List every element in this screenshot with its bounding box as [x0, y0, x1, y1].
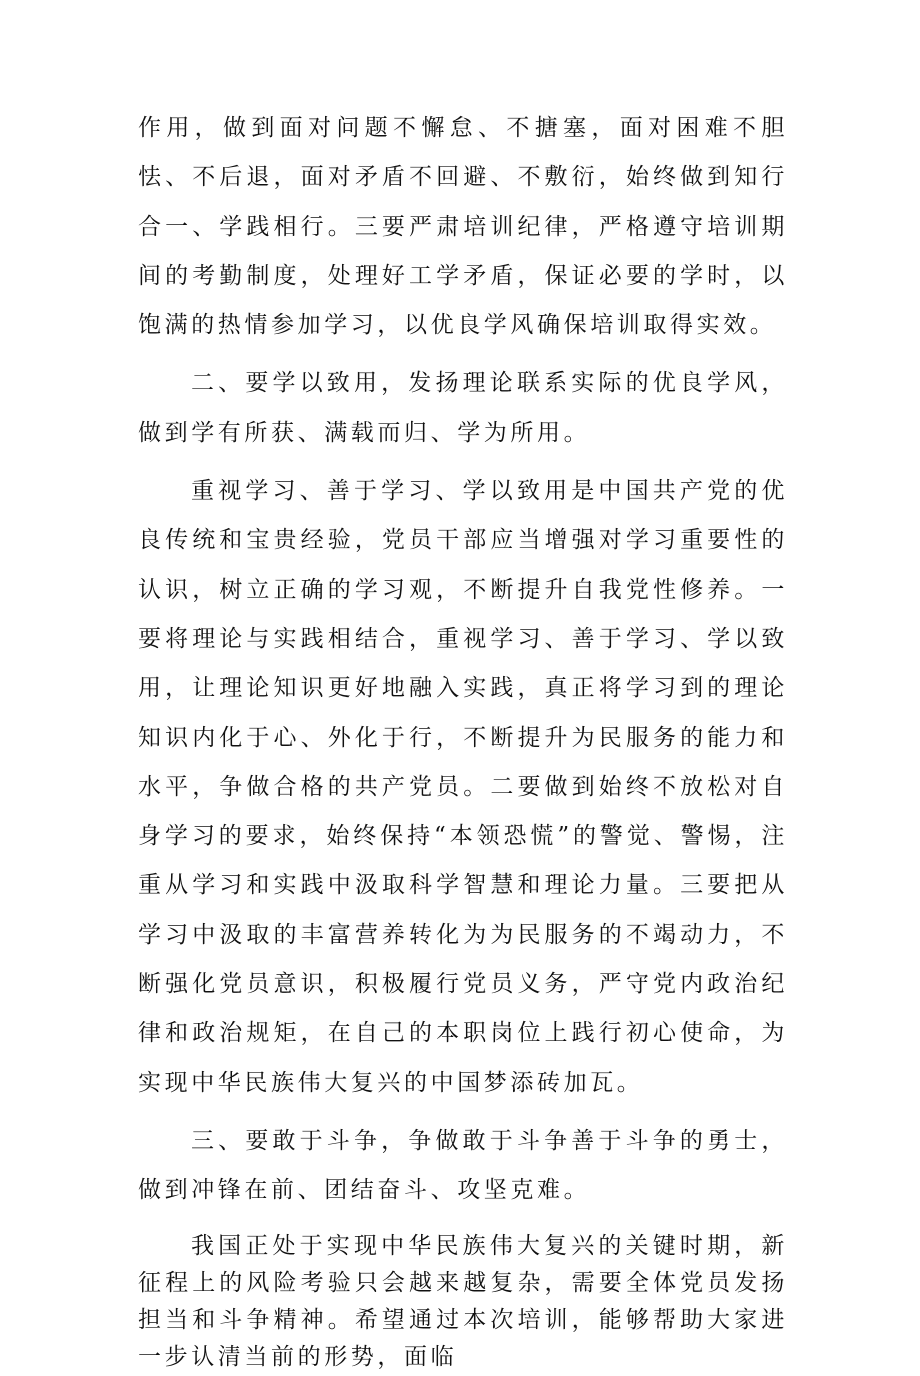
paragraph-study-application: 重视学习、善于学习、学以致用是中国共产党的优良传统和宝贵经验，党员干部应当增强对学习重要性的认识，树立正确的学习观，不断提升自我党性修养。一要将理论与实践相结合，重视学习、善于学习、学以致用，让理论知识更好地融入实践，真正将学习到的理论知识内化于心、外化于行，不断提升为民服务的能力和水平，争做合格的共产党员。二要做到始终不放松对自身学习的要求，始终保持“本领恐慌”的警觉、警惕，注重从学习和实践中汲取科学智慧和理论力量。三要把从学习中汲取的丰富营养转化为为民服务的不竭动力，不断强化党员意识，积极履行党员义务，严守党内政治纪律和政治规矩，在自己的本职岗位上践行初心使命，为实现中华民族伟大复兴的中国梦添砖加瓦。: [138, 478, 788, 1096]
paragraph-struggle: 我国正处于实现中华民族伟大复兴的关键时期，新征程上的风险考验只会越来越复杂，需要全体党员发扬担当和斗争精神。希望通过本次培训，能够帮助大家进一步认清当前的形势，面临: [138, 1232, 788, 1370]
document-body: [138, 104, 788, 1376]
section-heading-3: 三、要敢于斗争，争做敢于斗争善于斗争的勇士，做到冲锋在前、团结奋斗、攻坚克难。: [138, 1127, 788, 1204]
section-heading-2: 二、要学以致用，发扬理论联系实际的优良学风，做到学有所获、满载而归、学为所用。: [138, 370, 788, 446]
paragraph-continuation: 作用，做到面对问题不懈怠、不搪塞，面对困难不胆怯、不后退，面对矛盾不回避、不敷衍，始终做到知行合一、学践相行。三要严肃培训纪律，严格遵守培训期间的考勤制度，处理好工学矛盾，保证必要的学时，以饱满的热情参加学习，以优良学风确保培训取得实效。: [138, 115, 788, 339]
